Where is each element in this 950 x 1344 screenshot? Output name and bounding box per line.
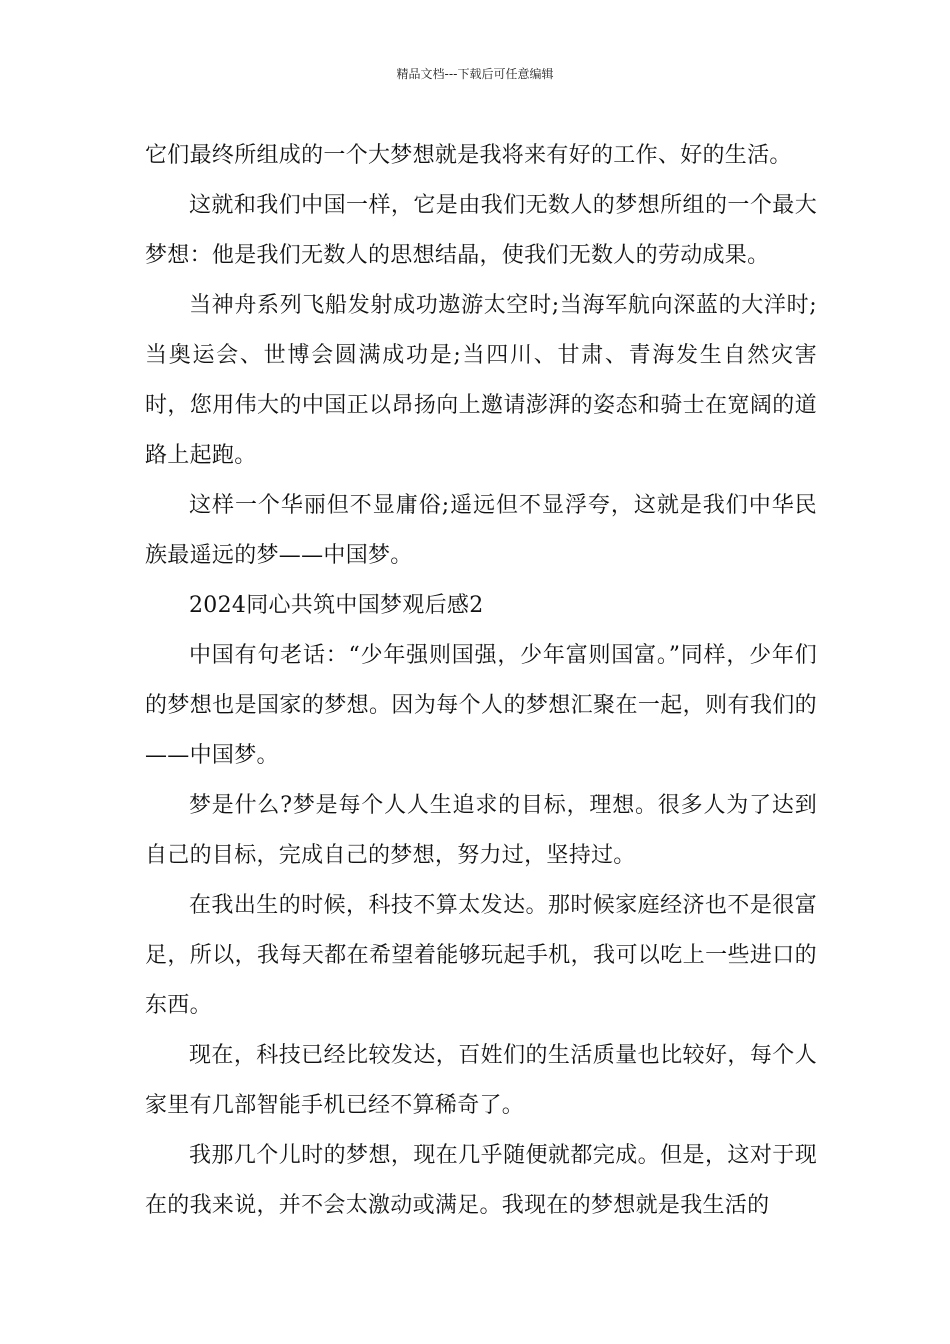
paragraph: 梦是什么?梦是每个人人生追求的目标，理想。很多人为了达到自己的目标，完成自己的梦想，努力过，坚持过。 [145, 793, 817, 868]
paragraph: 我那几个儿时的梦想，现在几乎随便就都完成。但是，这对于现在的我来说，并不会太激动或满足。我现在的梦想就是我生活的 [145, 1143, 817, 1218]
paragraph: 现在，科技已经比较发达，百姓们的生活质量也比较好，每个人家里有几部智能手机已经不算稀奇了。 [145, 1043, 817, 1118]
paragraph: 它们最终所组成的一个大梦想就是我将来有好的工作、好的生活。 [145, 143, 792, 168]
paragraph: 中国有句老话：“少年强则国强，少年富则国富。”同样，少年们的梦想也是国家的梦想。因为每个人的梦想汇聚在一起，则有我们的——中国梦。 [145, 643, 817, 768]
page-header: 精品文档---下载后可任意编辑 [396, 67, 554, 81]
section-heading: 2024同心共筑中国梦观后感2 [189, 593, 484, 618]
paragraph: 当神舟系列飞船发射成功遨游太空时;当海军航向深蓝的大洋时;当奥运会、世博会圆满成功是;当四川、甘肃、青海发生自然灾害时，您用伟大的中国正以昂扬向上邀请澎湃的姿态和骑士在宽阔的道路上起跑。 [145, 293, 817, 468]
paragraph: 这就和我们中国一样，它是由我们无数人的梦想所组的一个最大梦想：他是我们无数人的思想结晶，使我们无数人的劳动成果。 [145, 193, 817, 268]
paragraph: 在我出生的时候，科技不算太发达。那时候家庭经济也不是很富足，所以，我每天都在希望着能够玩起手机，我可以吃上一些进口的东西。 [145, 893, 817, 1018]
paragraph: 这样一个华丽但不显庸俗;遥远但不显浮夸，这就是我们中华民族最遥远的梦——中国梦。 [145, 493, 817, 568]
document-body [145, 131, 817, 1231]
